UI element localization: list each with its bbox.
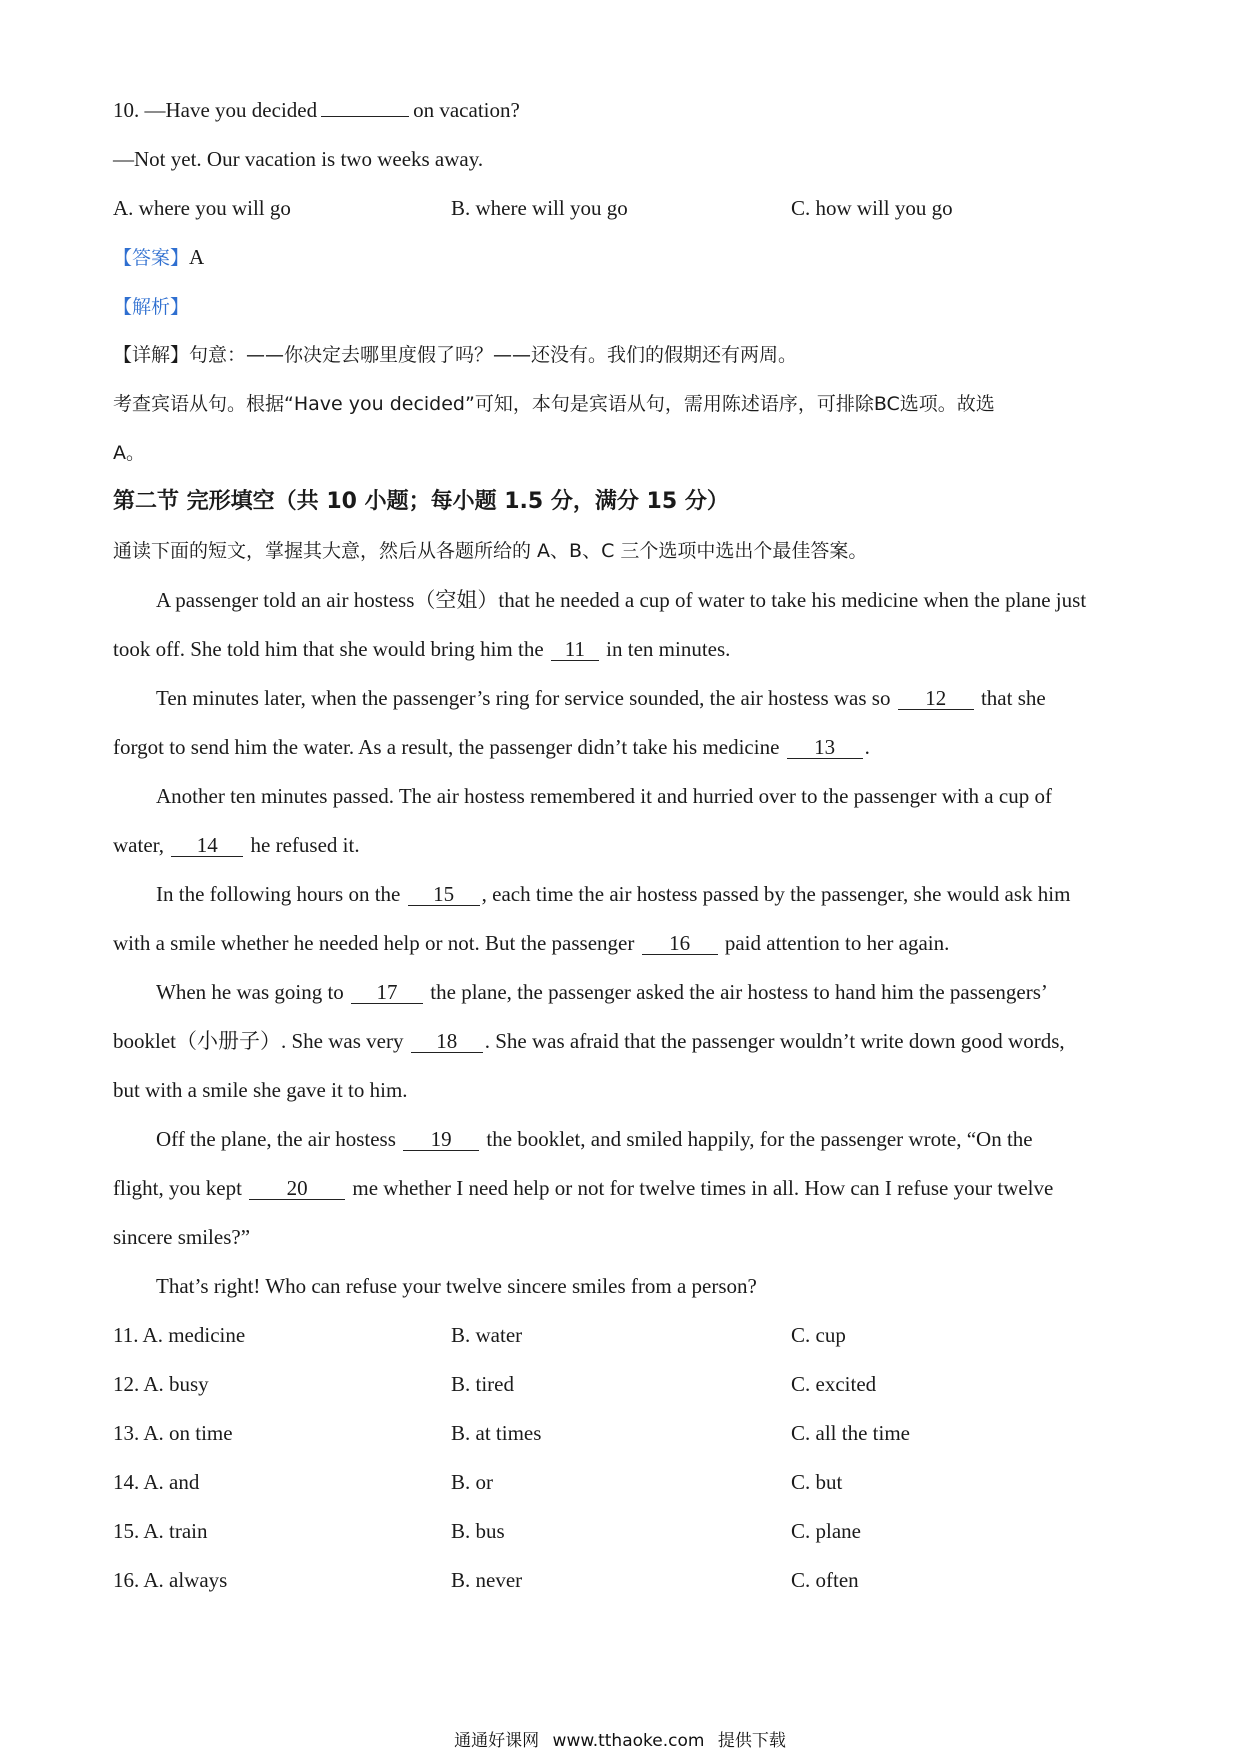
option-b: B. never xyxy=(451,1568,523,1592)
page-footer xyxy=(0,1726,1240,1751)
option-b: B. tired xyxy=(451,1372,514,1396)
option-a: 12. A. busy xyxy=(113,1372,209,1396)
text-segment: took off. She told him that she would bring him the xyxy=(113,637,544,661)
blank-19: 19 xyxy=(403,1128,479,1151)
text-segment: with a smile whether he needed help or not. But the passenger xyxy=(113,931,635,955)
text-segment: me whether I need help or not for twelve times in all. How can I refuse your twelve xyxy=(352,1176,1054,1200)
question-row xyxy=(113,1323,1133,1372)
text-segment: in ten minutes. xyxy=(606,637,731,661)
option-a: 15. A. train xyxy=(113,1519,208,1543)
blank-16: 16 xyxy=(642,932,718,955)
question-row xyxy=(113,1519,1133,1568)
option-b: B. at times xyxy=(451,1421,542,1445)
blank-14: 14 xyxy=(171,834,243,857)
text-segment: , each time the air hostess passed by the passenger, she would ask him xyxy=(481,882,1071,906)
passage-p5-line1 xyxy=(113,980,1133,1029)
text-segment: Ten minutes later, when the passenger’s ring for service sounded, the air hostess was so xyxy=(156,686,891,710)
option-c: C. plane xyxy=(791,1519,861,1543)
question-row xyxy=(113,1372,1133,1421)
passage-p6-line1 xyxy=(113,1127,1133,1176)
passage-p4-line2 xyxy=(113,931,1133,980)
passage-p3-line1: Another ten minutes passed. The air hostess remembered it and hurried over to the passenger with a cup of xyxy=(156,784,1052,808)
passage-p6-line2 xyxy=(113,1176,1133,1225)
detail-tag: 【详解】 xyxy=(113,344,190,366)
passage-p1-line2 xyxy=(113,637,1133,686)
q10-stem xyxy=(113,98,1133,147)
text-segment: When he was going to xyxy=(156,980,344,1004)
text-segment: water, xyxy=(113,833,165,857)
q10-option-c: C. how will you go xyxy=(791,196,953,220)
section-title: 第二节 完形填空（共 10 小题；每小题 1.5 分，满分 15 分） xyxy=(113,489,729,514)
answer-value: A xyxy=(189,245,205,269)
text-segment: booklet（小册子）. She was very xyxy=(113,1029,404,1053)
question-row xyxy=(113,1470,1133,1519)
passage-p5-line2 xyxy=(113,1029,1133,1078)
document-page xyxy=(113,98,1133,1617)
blank-11: 11 xyxy=(551,638,599,661)
text-segment: forgot to send him the water. As a result, the passenger didn’t take his medicine xyxy=(113,735,780,759)
blank-17: 17 xyxy=(351,981,423,1004)
option-a: 13. A. on time xyxy=(113,1421,233,1445)
blank-13: 13 xyxy=(787,736,863,759)
q10-answer-line xyxy=(113,245,1133,294)
passage-p5-line3: but with a smile she gave it to him. xyxy=(113,1078,408,1102)
text-segment: paid attention to her again. xyxy=(724,931,950,955)
option-a: 11. A. medicine xyxy=(113,1323,246,1347)
q10-explanation-1: 考查宾语从句。根据“Have you decided”可知，本句是宾语从句，需用陈述语序，可排除BC选项。故选 xyxy=(113,393,995,415)
text-segment: the plane, the passenger asked the air hostess to hand him the passengers’ xyxy=(430,980,1048,1004)
text-segment: he refused it. xyxy=(250,833,360,857)
text-segment: the booklet, and smiled happily, for the passenger wrote, “On the xyxy=(486,1127,1033,1151)
text-segment: Off the plane, the air hostess xyxy=(156,1127,396,1151)
blank-12: 12 xyxy=(898,687,974,710)
option-c: C. cup xyxy=(791,1323,846,1347)
option-b: B. bus xyxy=(451,1519,505,1543)
text-segment: In the following hours on the xyxy=(156,882,401,906)
option-a: 14. A. and xyxy=(113,1470,200,1494)
text-segment: . xyxy=(864,735,870,759)
q10-option-b: B. where will you go xyxy=(451,196,628,220)
passage-p7: That’s right! Who can refuse your twelve sincere smiles from a person? xyxy=(156,1274,757,1298)
footer-site-name: 通通好课网 xyxy=(454,1731,540,1751)
footer-url[interactable]: www.tthaoke.com xyxy=(552,1731,705,1751)
option-c: C. excited xyxy=(791,1372,877,1396)
footer-note: 提供下载 xyxy=(717,1731,786,1751)
q10-explanation-2: A。 xyxy=(113,442,145,464)
blank-15: 15 xyxy=(408,883,480,906)
q10-stem-after: on vacation? xyxy=(413,98,520,122)
passage-p2-line1 xyxy=(113,686,1133,735)
question-row xyxy=(113,1421,1133,1470)
detail-text: 句意：——你决定去哪里度假了吗？——还没有。我们的假期还有两周。 xyxy=(189,344,798,366)
q10-option-a: A. where you will go xyxy=(113,196,291,220)
section-instruction: 通读下面的短文，掌握其大意，然后从各题所给的 A、B、C 三个选项中选出个最佳答案。 xyxy=(113,540,868,562)
passage-p2-line2 xyxy=(113,735,1133,784)
analysis-tag: 【解析】 xyxy=(113,296,190,318)
question-row xyxy=(113,1568,1133,1617)
blank-18: 18 xyxy=(411,1030,483,1053)
text-segment: flight, you kept xyxy=(113,1176,242,1200)
option-a: 16. A. always xyxy=(113,1568,228,1592)
q10-blank xyxy=(321,98,409,117)
option-c: C. all the time xyxy=(791,1421,910,1445)
passage-p1-line1: A passenger told an air hostess（空姐）that he needed a cup of water to take his medicine when the plane just xyxy=(156,588,1087,612)
text-segment: . She was afraid that the passenger wouldn’t write down good words, xyxy=(484,1029,1065,1053)
q10-stem-before: 10. —Have you decided xyxy=(113,98,318,122)
passage-p3-line2 xyxy=(113,833,1133,882)
option-b: B. or xyxy=(451,1470,493,1494)
option-c: C. often xyxy=(791,1568,859,1592)
text-segment: that she xyxy=(980,686,1046,710)
answer-tag: 【答案】 xyxy=(113,247,190,269)
passage-p6-line3: sincere smiles?” xyxy=(113,1225,251,1249)
q10-reply: —Not yet. Our vacation is two weeks away. xyxy=(113,147,484,171)
passage-p4-line1 xyxy=(113,882,1133,931)
option-b: B. water xyxy=(451,1323,523,1347)
q10-options xyxy=(113,196,1133,245)
option-c: C. but xyxy=(791,1470,843,1494)
q10-detail-line xyxy=(113,343,1133,392)
blank-20: 20 xyxy=(249,1177,345,1200)
q10-analysis-line xyxy=(113,294,1133,343)
